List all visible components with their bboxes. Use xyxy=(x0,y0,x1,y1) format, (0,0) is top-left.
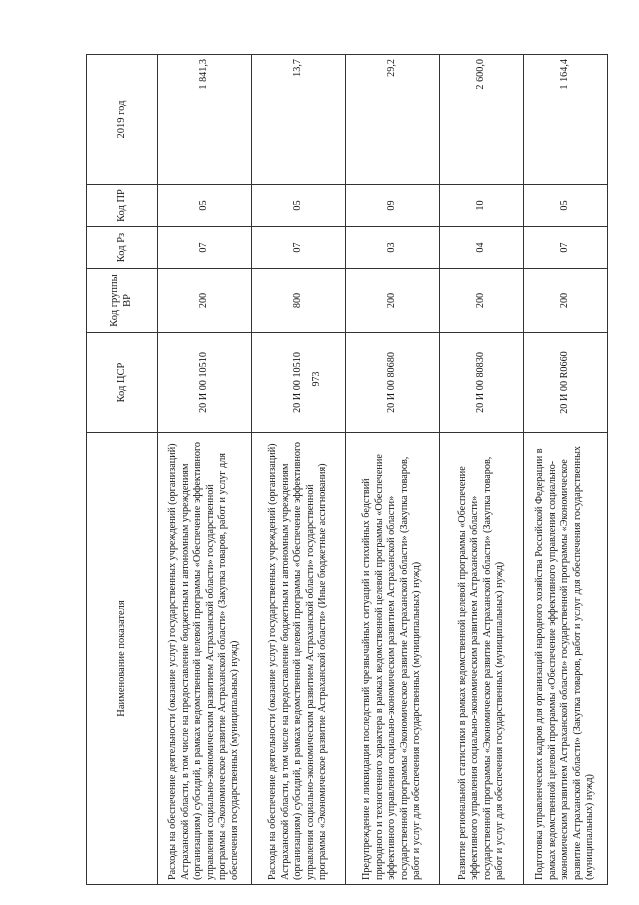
row-amount-2019: 29,2 xyxy=(346,55,440,185)
row-vr-code: 200 xyxy=(440,269,524,333)
row-amount-2019: 2 600,0 xyxy=(440,55,524,185)
header-indicator-name: Наименование показателя xyxy=(87,433,158,885)
row-pr-code: 10 xyxy=(440,185,524,227)
row-pr-code: 05 xyxy=(252,185,346,227)
table-row xyxy=(440,55,524,885)
row-csr-code: 20 И 00 R0660 xyxy=(524,333,608,433)
row-amount-2019: 1 164,4 xyxy=(524,55,608,185)
rotated-page-content xyxy=(86,55,596,885)
row-rz-code: 07 xyxy=(524,227,608,269)
row-rz-code: 03 xyxy=(346,227,440,269)
row-indicator-name: Расходы на обеспечение деятельности (оказание услуг) государственных учреждений (организаций) Астраханской области, в том числе на предоставление бюджетным и автономным учреждениям (организациям) субсидий, в рамках ведомственной целевой программы «Обеспечение эффективного управления социально-экономическим развитием Астраханской области» государственной программы «Экономическое развитие Астраханской области» (Иные бюджетные ассигнования) xyxy=(252,433,346,885)
row-vr-code: 200 xyxy=(346,269,440,333)
table-row xyxy=(524,55,608,885)
row-rz-code: 07 xyxy=(158,227,252,269)
row-csr-code: 20 И 00 10510 xyxy=(252,333,346,433)
row-pr-code: 09 xyxy=(346,185,440,227)
row-rz-code: 04 xyxy=(440,227,524,269)
table-header-row xyxy=(87,55,158,885)
row-rz-code: 07 xyxy=(252,227,346,269)
row-csr-code: 20 И 00 80680 xyxy=(346,333,440,433)
row-indicator-name: Предупреждение и ликвидация последствий чрезвычайных ситуаций и стихийных бедствий природного и техногенного характера в рамках ведомственной целевой программы «Обеспечение эффективного управления социально-экономическим развитием Астраханской области» государственной программы «Экономическое развитие Астраханской области» (Закупка товаров, работ и услуг для обеспечения государственных (муниципальных) нужд) xyxy=(346,433,440,885)
budget-table xyxy=(86,54,608,885)
header-pr-code: Код ПР xyxy=(87,185,158,227)
row-amount-2019: 1 841,3 xyxy=(158,55,252,185)
row-amount-2019: 13,7 xyxy=(252,55,346,185)
row-vr-code: 800 xyxy=(252,269,346,333)
row-csr-code: 20 И 00 10510 xyxy=(158,333,252,433)
header-vr-group-code: Код группы ВР xyxy=(87,269,158,333)
row-pr-code: 05 xyxy=(524,185,608,227)
table-row xyxy=(252,55,346,885)
header-year-2019: 2019 год xyxy=(87,55,158,185)
row-vr-code: 200 xyxy=(158,269,252,333)
row-csr-code: 20 И 00 80830 xyxy=(440,333,524,433)
table-row xyxy=(346,55,440,885)
row-indicator-name: Подготовка управленческих кадров для организаций народного хозяйства Российской Федерации в рамках ведомственной целевой программы «Обеспечение эффективного управления социально-экономическим развитием Астраханской области» государственной программы «Экономическое развитие Астраханской области» (Закупка товаров, работ и услуг для обеспечения государственных (муниципальных) нужд) xyxy=(524,433,608,885)
row-pr-code: 05 xyxy=(158,185,252,227)
header-rz-code: Код Рз xyxy=(87,227,158,269)
page-number: 973 xyxy=(311,371,322,387)
row-indicator-name: Расходы на обеспечение деятельности (оказание услуг) государственных учреждений (организаций) Астраханской области, в том числе на предоставление бюджетным и автономным учреждениям (организациям) субсидий, в рамках ведомственной целевой программы «Обеспечение эффективного управления социально-экономическим развитием Астраханской области» государственной программы «Экономическое развитие Астраханской области» (Закупка товаров, работ и услуг для обеспечения государственных (муниципальных) нужд) xyxy=(158,433,252,885)
header-csr-code: Код ЦСР xyxy=(87,333,158,433)
row-vr-code: 200 xyxy=(524,269,608,333)
table-row xyxy=(158,55,252,885)
row-indicator-name: Развитие региональной статистики в рамках ведомственной целевой программы «Обеспечение эффективного управления социально-экономическим развитием Астраханской области» государственной программы «Экономическое развитие Астраханской области» (Закупка товаров, работ и услуг для обеспечения государственных (муниципальных) нужд) xyxy=(440,433,524,885)
